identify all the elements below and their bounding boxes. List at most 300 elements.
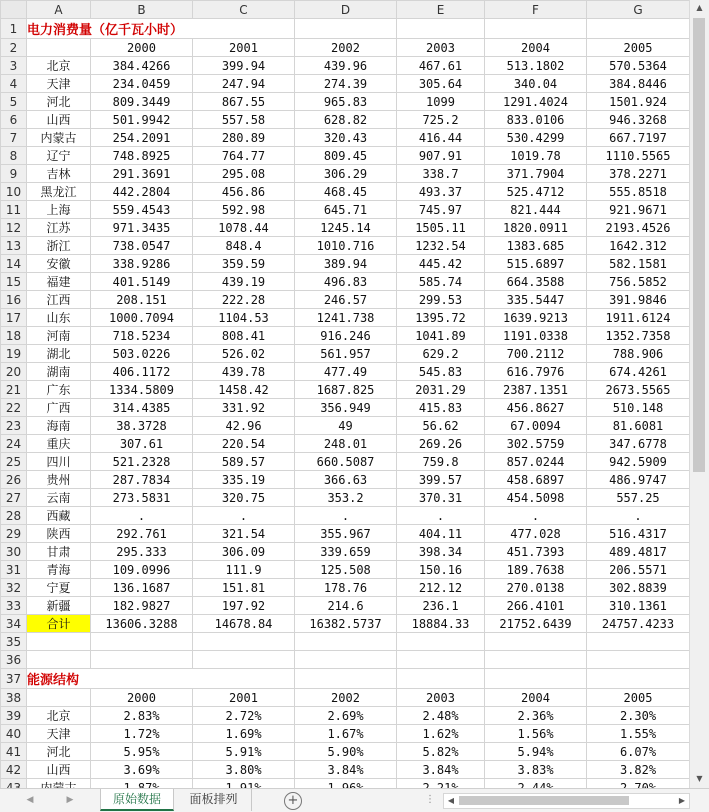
region-cell[interactable]: 青海 — [27, 561, 91, 579]
value-cell[interactable]: 1010.716 — [295, 237, 397, 255]
value-cell[interactable]: 592.98 — [193, 201, 295, 219]
value-cell[interactable]: 477.49 — [295, 363, 397, 381]
value-cell[interactable]: 384.8446 — [587, 75, 690, 93]
value-cell[interactable]: 3.82% — [587, 761, 690, 779]
value-cell[interactable]: 189.7638 — [485, 561, 587, 579]
caret-up-icon[interactable]: ▲ — [696, 3, 703, 12]
value-cell[interactable]: 109.0996 — [91, 561, 193, 579]
value-cell[interactable]: 458.6897 — [485, 471, 587, 489]
value-cell[interactable]: . — [295, 507, 397, 525]
region-cell[interactable]: 陕西 — [27, 525, 91, 543]
region-cell[interactable]: 北京 — [27, 707, 91, 725]
value-cell[interactable]: 3.69% — [91, 761, 193, 779]
region-cell[interactable]: 云南 — [27, 489, 91, 507]
value-cell[interactable]: 320.43 — [295, 129, 397, 147]
value-cell[interactable]: 389.94 — [295, 255, 397, 273]
value-cell[interactable]: 212.12 — [397, 579, 485, 597]
value-cell[interactable]: 667.7197 — [587, 129, 690, 147]
row-header[interactable]: 28 — [1, 507, 27, 525]
value-cell[interactable]: 6.07% — [587, 743, 690, 761]
value-cell[interactable]: 1458.42 — [193, 381, 295, 399]
value-cell[interactable]: 496.83 — [295, 273, 397, 291]
value-cell[interactable]: 356.949 — [295, 399, 397, 417]
column-header-f[interactable]: F — [485, 1, 587, 19]
cell[interactable] — [397, 19, 485, 39]
value-cell[interactable]: 521.2328 — [91, 453, 193, 471]
value-cell[interactable]: 660.5087 — [295, 453, 397, 471]
value-cell[interactable]: 442.2804 — [91, 183, 193, 201]
value-cell[interactable]: 821.444 — [485, 201, 587, 219]
value-cell[interactable]: 125.508 — [295, 561, 397, 579]
value-cell[interactable]: 1501.924 — [587, 93, 690, 111]
value-cell[interactable]: 338.7 — [397, 165, 485, 183]
region-cell[interactable]: 海南 — [27, 417, 91, 435]
value-cell[interactable] — [193, 651, 295, 669]
value-cell[interactable]: 1.56% — [485, 725, 587, 743]
scroll-thumb[interactable] — [459, 796, 629, 805]
value-cell[interactable]: 664.3588 — [485, 273, 587, 291]
value-cell[interactable]: 197.92 — [193, 597, 295, 615]
value-cell[interactable]: 700.2112 — [485, 345, 587, 363]
value-cell[interactable]: 921.9671 — [587, 201, 690, 219]
value-cell[interactable]: 525.4712 — [485, 183, 587, 201]
value-cell[interactable]: 331.92 — [193, 399, 295, 417]
value-cell[interactable] — [397, 633, 485, 651]
region-cell[interactable]: 重庆 — [27, 435, 91, 453]
value-cell[interactable]: 486.9747 — [587, 471, 690, 489]
region-cell[interactable]: 内蒙古 — [27, 129, 91, 147]
value-cell[interactable]: 555.8518 — [587, 183, 690, 201]
value-cell[interactable]: 5.91% — [193, 743, 295, 761]
row-header[interactable]: 19 — [1, 345, 27, 363]
value-cell[interactable]: 745.97 — [397, 201, 485, 219]
value-cell[interactable]: 674.4261 — [587, 363, 690, 381]
value-cell[interactable]: 2.83% — [91, 707, 193, 725]
region-cell[interactable]: 甘肃 — [27, 543, 91, 561]
cell[interactable] — [587, 669, 690, 689]
row-header[interactable]: 11 — [1, 201, 27, 219]
region-cell[interactable]: 安徽 — [27, 255, 91, 273]
value-cell[interactable]: 1.67% — [295, 725, 397, 743]
value-cell[interactable]: 273.5831 — [91, 489, 193, 507]
value-cell[interactable]: 867.55 — [193, 93, 295, 111]
row-header[interactable]: 7 — [1, 129, 27, 147]
row-header[interactable]: 5 — [1, 93, 27, 111]
value-cell[interactable]: 248.01 — [295, 435, 397, 453]
column-header-g[interactable]: G — [587, 1, 690, 19]
region-cell[interactable]: 北京 — [27, 57, 91, 75]
value-cell[interactable]: 302.5759 — [485, 435, 587, 453]
value-cell[interactable]: 456.8627 — [485, 399, 587, 417]
value-cell[interactable]: 206.5571 — [587, 561, 690, 579]
value-cell[interactable]: 305.64 — [397, 75, 485, 93]
value-cell[interactable]: 182.9827 — [91, 597, 193, 615]
column-header-e[interactable]: E — [397, 1, 485, 19]
sheet-tab-raw-data[interactable]: 原始数据 — [100, 789, 174, 811]
value-cell[interactable]: 808.41 — [193, 327, 295, 345]
row-header[interactable]: 10 — [1, 183, 27, 201]
value-cell[interactable] — [295, 651, 397, 669]
value-cell[interactable] — [91, 633, 193, 651]
row-header[interactable]: 27 — [1, 489, 27, 507]
value-cell[interactable]: 42.96 — [193, 417, 295, 435]
value-cell[interactable]: 1078.44 — [193, 219, 295, 237]
value-cell[interactable]: 280.89 — [193, 129, 295, 147]
value-cell[interactable]: 589.57 — [193, 453, 295, 471]
region-cell[interactable]: 宁夏 — [27, 579, 91, 597]
value-cell[interactable]: 718.5234 — [91, 327, 193, 345]
value-cell[interactable]: 445.42 — [397, 255, 485, 273]
value-cell[interactable]: 406.1172 — [91, 363, 193, 381]
value-cell[interactable]: 1911.6124 — [587, 309, 690, 327]
region-cell[interactable]: 上海 — [27, 201, 91, 219]
value-cell[interactable]: 3.80% — [193, 761, 295, 779]
region-cell[interactable]: 山东 — [27, 309, 91, 327]
row-header[interactable]: 39 — [1, 707, 27, 725]
region-cell[interactable]: 河南 — [27, 327, 91, 345]
region-cell[interactable]: 河北 — [27, 743, 91, 761]
row-header[interactable]: 17 — [1, 309, 27, 327]
value-cell[interactable]: 439.78 — [193, 363, 295, 381]
value-cell[interactable]: 1041.89 — [397, 327, 485, 345]
value-cell[interactable]: 416.44 — [397, 129, 485, 147]
region-cell[interactable]: 黑龙江 — [27, 183, 91, 201]
plus-circle-icon[interactable]: + — [284, 792, 302, 810]
value-cell[interactable]: 306.09 — [193, 543, 295, 561]
value-cell[interactable]: 2.69% — [295, 707, 397, 725]
value-cell[interactable]: 2.48% — [397, 707, 485, 725]
value-cell[interactable]: 516.4317 — [587, 525, 690, 543]
value-cell[interactable]: 291.3691 — [91, 165, 193, 183]
row-header[interactable]: 38 — [1, 689, 27, 707]
value-cell[interactable]: 270.0138 — [485, 579, 587, 597]
value-cell[interactable]: 347.6778 — [587, 435, 690, 453]
value-cell[interactable]: 3.84% — [397, 761, 485, 779]
row-header[interactable]: 16 — [1, 291, 27, 309]
value-cell[interactable]: 916.246 — [295, 327, 397, 345]
cell[interactable] — [397, 669, 485, 689]
value-cell[interactable]: 3.84% — [295, 761, 397, 779]
value-cell[interactable]: 489.4817 — [587, 543, 690, 561]
region-cell[interactable]: 湖北 — [27, 345, 91, 363]
year-header-cell[interactable]: 2000 — [91, 39, 193, 57]
year-header-cell[interactable]: 2004 — [485, 39, 587, 57]
value-cell[interactable]: 557.58 — [193, 111, 295, 129]
value-cell[interactable]: 907.91 — [397, 147, 485, 165]
value-cell[interactable]: 335.5447 — [485, 291, 587, 309]
value-cell[interactable]: 21752.6439 — [485, 615, 587, 633]
value-cell[interactable]: 764.77 — [193, 147, 295, 165]
year-header-cell[interactable]: 2000 — [91, 689, 193, 707]
row-header[interactable]: 25 — [1, 453, 27, 471]
value-cell[interactable]: 274.39 — [295, 75, 397, 93]
value-cell[interactable]: 748.8925 — [91, 147, 193, 165]
column-header-a[interactable]: A — [27, 1, 91, 19]
value-cell[interactable]: 14678.84 — [193, 615, 295, 633]
value-cell[interactable]: 13606.3288 — [91, 615, 193, 633]
year-header-cell[interactable]: 2005 — [587, 689, 690, 707]
value-cell[interactable]: 2031.29 — [397, 381, 485, 399]
value-cell[interactable]: 378.2271 — [587, 165, 690, 183]
cell[interactable] — [485, 669, 587, 689]
value-cell[interactable]: 971.3435 — [91, 219, 193, 237]
value-cell[interactable]: 2193.4526 — [587, 219, 690, 237]
caret-down-icon[interactable]: ▼ — [696, 774, 703, 783]
section-title[interactable]: 能源结构 — [27, 669, 295, 689]
value-cell[interactable]: 1.69% — [193, 725, 295, 743]
value-cell[interactable]: 1687.825 — [295, 381, 397, 399]
row-header[interactable]: 18 — [1, 327, 27, 345]
value-cell[interactable]: 178.76 — [295, 579, 397, 597]
caret-right-icon[interactable]: ▶ — [66, 795, 74, 805]
value-cell[interactable]: 306.29 — [295, 165, 397, 183]
cell[interactable] — [485, 19, 587, 39]
row-header[interactable]: 6 — [1, 111, 27, 129]
cell[interactable] — [587, 19, 690, 39]
value-cell[interactable]: 557.25 — [587, 489, 690, 507]
cell[interactable] — [295, 669, 397, 689]
value-cell[interactable]: 370.31 — [397, 489, 485, 507]
value-cell[interactable] — [397, 651, 485, 669]
row-header[interactable]: 33 — [1, 597, 27, 615]
value-cell[interactable]: 49 — [295, 417, 397, 435]
value-cell[interactable]: 477.028 — [485, 525, 587, 543]
value-cell[interactable]: . — [397, 507, 485, 525]
value-cell[interactable]: 338.9286 — [91, 255, 193, 273]
region-cell[interactable]: 福建 — [27, 273, 91, 291]
value-cell[interactable]: 3.83% — [485, 761, 587, 779]
value-cell[interactable]: 307.61 — [91, 435, 193, 453]
value-cell[interactable]: 645.71 — [295, 201, 397, 219]
value-cell[interactable]: 220.54 — [193, 435, 295, 453]
value-cell[interactable]: 335.19 — [193, 471, 295, 489]
row-header[interactable]: 9 — [1, 165, 27, 183]
value-cell[interactable]: 222.28 — [193, 291, 295, 309]
value-cell[interactable]: 503.0226 — [91, 345, 193, 363]
value-cell[interactable]: 384.4266 — [91, 57, 193, 75]
value-cell[interactable]: 269.26 — [397, 435, 485, 453]
value-cell[interactable]: 2.36% — [485, 707, 587, 725]
value-cell[interactable]: 38.3728 — [91, 417, 193, 435]
value-cell[interactable]: 359.59 — [193, 255, 295, 273]
row-header[interactable]: 24 — [1, 435, 27, 453]
value-cell[interactable]: 848.4 — [193, 237, 295, 255]
row-header[interactable]: 12 — [1, 219, 27, 237]
value-cell[interactable]: 616.7976 — [485, 363, 587, 381]
value-cell[interactable]: 439.19 — [193, 273, 295, 291]
value-cell[interactable]: 809.3449 — [91, 93, 193, 111]
region-cell[interactable]: 吉林 — [27, 165, 91, 183]
value-cell[interactable]: 24757.4233 — [587, 615, 690, 633]
value-cell[interactable]: 371.7904 — [485, 165, 587, 183]
value-cell[interactable]: 150.16 — [397, 561, 485, 579]
year-header-cell[interactable]: 2001 — [193, 39, 295, 57]
value-cell[interactable]: 756.5852 — [587, 273, 690, 291]
value-cell[interactable]: 1110.5565 — [587, 147, 690, 165]
value-cell[interactable]: 1505.11 — [397, 219, 485, 237]
row-header[interactable]: 35 — [1, 633, 27, 651]
value-cell[interactable]: 1642.312 — [587, 237, 690, 255]
value-cell[interactable]: 340.04 — [485, 75, 587, 93]
row-header[interactable]: 42 — [1, 761, 27, 779]
value-cell[interactable]: 234.0459 — [91, 75, 193, 93]
row-header[interactable]: 1 — [1, 19, 27, 39]
value-cell[interactable]: 16382.5737 — [295, 615, 397, 633]
value-cell[interactable]: 299.53 — [397, 291, 485, 309]
region-cell[interactable]: 西藏 — [27, 507, 91, 525]
value-cell[interactable]: 401.5149 — [91, 273, 193, 291]
value-cell[interactable]: 570.5364 — [587, 57, 690, 75]
value-cell[interactable]: 353.2 — [295, 489, 397, 507]
region-cell[interactable]: 合计 — [27, 615, 91, 633]
value-cell[interactable]: 295.08 — [193, 165, 295, 183]
select-all-corner[interactable] — [1, 1, 27, 19]
value-cell[interactable]: 1.62% — [397, 725, 485, 743]
year-header-cell[interactable]: 2003 — [397, 689, 485, 707]
value-cell[interactable]: 1383.685 — [485, 237, 587, 255]
value-cell[interactable]: 456.86 — [193, 183, 295, 201]
value-cell[interactable]: 5.94% — [485, 743, 587, 761]
value-cell[interactable]: 81.6081 — [587, 417, 690, 435]
value-cell[interactable]: 136.1687 — [91, 579, 193, 597]
value-cell[interactable]: 214.6 — [295, 597, 397, 615]
value-cell[interactable]: . — [91, 507, 193, 525]
row-header[interactable]: 23 — [1, 417, 27, 435]
value-cell[interactable]: 515.6897 — [485, 255, 587, 273]
region-cell[interactable]: 广东 — [27, 381, 91, 399]
value-cell[interactable]: 585.74 — [397, 273, 485, 291]
value-cell[interactable]: 833.0106 — [485, 111, 587, 129]
value-cell[interactable]: 1352.7358 — [587, 327, 690, 345]
region-cell[interactable]: 天津 — [27, 725, 91, 743]
region-cell[interactable]: 浙江 — [27, 237, 91, 255]
value-cell[interactable]: 759.8 — [397, 453, 485, 471]
value-cell[interactable]: 1291.4024 — [485, 93, 587, 111]
row-header[interactable]: 29 — [1, 525, 27, 543]
value-cell[interactable]: 493.37 — [397, 183, 485, 201]
region-cell[interactable]: 河北 — [27, 93, 91, 111]
value-cell[interactable]: 965.83 — [295, 93, 397, 111]
column-header-d[interactable]: D — [295, 1, 397, 19]
value-cell[interactable]: 2.30% — [587, 707, 690, 725]
value-cell[interactable]: 295.333 — [91, 543, 193, 561]
value-cell[interactable]: 18884.33 — [397, 615, 485, 633]
row-header[interactable]: 34 — [1, 615, 27, 633]
year-header-cell[interactable]: 2001 — [193, 689, 295, 707]
value-cell[interactable]: 501.9942 — [91, 111, 193, 129]
region-cell[interactable]: 广西 — [27, 399, 91, 417]
value-cell[interactable]: 629.2 — [397, 345, 485, 363]
value-cell[interactable]: 292.761 — [91, 525, 193, 543]
value-cell[interactable]: 1191.0338 — [485, 327, 587, 345]
value-cell[interactable]: 208.151 — [91, 291, 193, 309]
scroll-thumb[interactable] — [693, 18, 705, 472]
value-cell[interactable] — [587, 651, 690, 669]
value-cell[interactable]: 254.2091 — [91, 129, 193, 147]
value-cell[interactable]: 391.9846 — [587, 291, 690, 309]
value-cell[interactable]: 582.1581 — [587, 255, 690, 273]
row-header[interactable]: 15 — [1, 273, 27, 291]
region-cell[interactable]: 江西 — [27, 291, 91, 309]
sheet-tab-panel-arrange[interactable]: 面板排列 — [176, 789, 252, 811]
value-cell[interactable]: 5.82% — [397, 743, 485, 761]
value-cell[interactable]: 1.55% — [587, 725, 690, 743]
value-cell[interactable]: 545.83 — [397, 363, 485, 381]
cell[interactable] — [295, 19, 397, 39]
value-cell[interactable] — [193, 633, 295, 651]
row-header[interactable]: 37 — [1, 669, 27, 689]
value-cell[interactable]: 513.1802 — [485, 57, 587, 75]
value-cell[interactable]: 530.4299 — [485, 129, 587, 147]
region-cell[interactable]: 贵州 — [27, 471, 91, 489]
value-cell[interactable]: 1639.9213 — [485, 309, 587, 327]
row-header[interactable]: 14 — [1, 255, 27, 273]
row-header[interactable]: 31 — [1, 561, 27, 579]
region-cell[interactable]: 山西 — [27, 761, 91, 779]
value-cell[interactable]: . — [193, 507, 295, 525]
value-cell[interactable]: 1241.738 — [295, 309, 397, 327]
value-cell[interactable]: 399.57 — [397, 471, 485, 489]
value-cell[interactable]: 628.82 — [295, 111, 397, 129]
region-cell[interactable]: 湖南 — [27, 363, 91, 381]
value-cell[interactable]: 266.4101 — [485, 597, 587, 615]
value-cell[interactable]: 1099 — [397, 93, 485, 111]
value-cell[interactable]: 247.94 — [193, 75, 295, 93]
value-cell[interactable]: 454.5098 — [485, 489, 587, 507]
value-cell[interactable]: 339.659 — [295, 543, 397, 561]
region-cell[interactable]: 天津 — [27, 75, 91, 93]
year-header-cell[interactable]: 2002 — [295, 39, 397, 57]
value-cell[interactable]: 510.148 — [587, 399, 690, 417]
value-cell[interactable]: 366.63 — [295, 471, 397, 489]
value-cell[interactable]: 468.45 — [295, 183, 397, 201]
row-header[interactable]: 4 — [1, 75, 27, 93]
value-cell[interactable]: 5.90% — [295, 743, 397, 761]
caret-left-icon[interactable]: ◀ — [26, 795, 34, 805]
value-cell[interactable] — [485, 633, 587, 651]
region-cell[interactable] — [27, 651, 91, 669]
region-cell[interactable]: 江苏 — [27, 219, 91, 237]
vertical-scrollbar[interactable] — [689, 0, 709, 788]
value-cell[interactable] — [91, 651, 193, 669]
value-cell[interactable]: 1.72% — [91, 725, 193, 743]
section-title[interactable]: 电力消费量（亿千瓦小时） — [27, 19, 295, 39]
value-cell[interactable]: 1395.72 — [397, 309, 485, 327]
region-cell[interactable] — [27, 633, 91, 651]
split-handle-icon[interactable]: ⋮ — [425, 794, 435, 805]
row-header[interactable]: 36 — [1, 651, 27, 669]
row-header[interactable]: 40 — [1, 725, 27, 743]
value-cell[interactable]: 946.3268 — [587, 111, 690, 129]
value-cell[interactable] — [587, 633, 690, 651]
value-cell[interactable]: 415.83 — [397, 399, 485, 417]
row-header[interactable]: 8 — [1, 147, 27, 165]
value-cell[interactable]: 310.1361 — [587, 597, 690, 615]
region-cell[interactable]: 辽宁 — [27, 147, 91, 165]
value-cell[interactable]: 1000.7094 — [91, 309, 193, 327]
region-cell[interactable] — [27, 39, 91, 57]
value-cell[interactable]: 439.96 — [295, 57, 397, 75]
value-cell[interactable]: 236.1 — [397, 597, 485, 615]
row-header[interactable]: 22 — [1, 399, 27, 417]
region-cell[interactable]: 山西 — [27, 111, 91, 129]
value-cell[interactable]: 788.906 — [587, 345, 690, 363]
value-cell[interactable]: 809.45 — [295, 147, 397, 165]
value-cell[interactable]: 2.72% — [193, 707, 295, 725]
row-header[interactable]: 20 — [1, 363, 27, 381]
caret-right-icon[interactable]: ▶ — [678, 796, 686, 805]
row-header[interactable]: 13 — [1, 237, 27, 255]
